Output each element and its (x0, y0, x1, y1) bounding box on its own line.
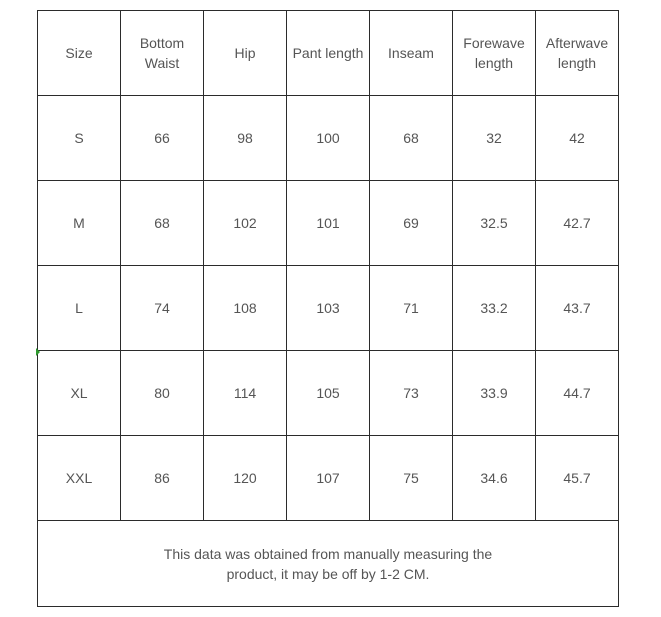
cell-size: XXL (38, 436, 121, 521)
cell-bottom-waist: 86 (121, 436, 204, 521)
cell-hip: 120 (204, 436, 287, 521)
header-hip: Hip (204, 11, 287, 96)
cell-bottom-waist: 66 (121, 96, 204, 181)
cell-forewave-length: 34.6 (453, 436, 536, 521)
table-row (38, 351, 619, 436)
cell-size: S (38, 96, 121, 181)
cell-size: XL (38, 351, 121, 436)
cell-afterwave-length: 42 (536, 96, 619, 181)
table-row (38, 266, 619, 351)
header-afterwave-length (536, 11, 619, 96)
cell-size: M (38, 181, 121, 266)
cell-forewave-length: 33.2 (453, 266, 536, 351)
cell-pant-length: 101 (287, 181, 370, 266)
header-afterwave-length-label: Afterwave length (545, 35, 609, 71)
cell-afterwave-length: 42.7 (536, 181, 619, 266)
cell-inseam: 71 (370, 266, 453, 351)
cell-hip: 114 (204, 351, 287, 436)
cell-inseam: 73 (370, 351, 453, 436)
header-forewave-length-label: Forewave length (463, 35, 525, 71)
header-forewave-length (453, 11, 536, 96)
cell-hip: 98 (204, 96, 287, 181)
size-chart-table (37, 10, 619, 607)
corner-marker (36, 348, 40, 356)
header-bottom-waist-label: Bottom Waist (139, 35, 185, 71)
cell-forewave-length: 32 (453, 96, 536, 181)
cell-pant-length: 100 (287, 96, 370, 181)
cell-afterwave-length: 45.7 (536, 436, 619, 521)
cell-hip: 102 (204, 181, 287, 266)
footnote-row (38, 521, 619, 607)
footnote-line-1: This data was obtained from manually measuring the (163, 545, 493, 562)
cell-afterwave-length: 43.7 (536, 266, 619, 351)
cell-bottom-waist: 74 (121, 266, 204, 351)
table-row (38, 96, 619, 181)
header-inseam: Inseam (370, 11, 453, 96)
cell-inseam: 68 (370, 96, 453, 181)
footnote-line-2: product, it may be off by 1-2 CM. (226, 565, 430, 582)
cell-pant-length: 103 (287, 266, 370, 351)
cell-forewave-length: 32.5 (453, 181, 536, 266)
cell-inseam: 69 (370, 181, 453, 266)
footnote-cell (38, 521, 619, 607)
table-row (38, 181, 619, 266)
cell-afterwave-length: 44.7 (536, 351, 619, 436)
cell-inseam: 75 (370, 436, 453, 521)
cell-bottom-waist: 80 (121, 351, 204, 436)
cell-bottom-waist: 68 (121, 181, 204, 266)
header-size: Size (38, 11, 121, 96)
table-row (38, 436, 619, 521)
cell-pant-length: 107 (287, 436, 370, 521)
header-row (38, 11, 619, 96)
cell-pant-length: 105 (287, 351, 370, 436)
cell-hip: 108 (204, 266, 287, 351)
header-pant-length: Pant length (287, 11, 370, 96)
cell-size: L (38, 266, 121, 351)
header-bottom-waist (121, 11, 204, 96)
cell-forewave-length: 33.9 (453, 351, 536, 436)
